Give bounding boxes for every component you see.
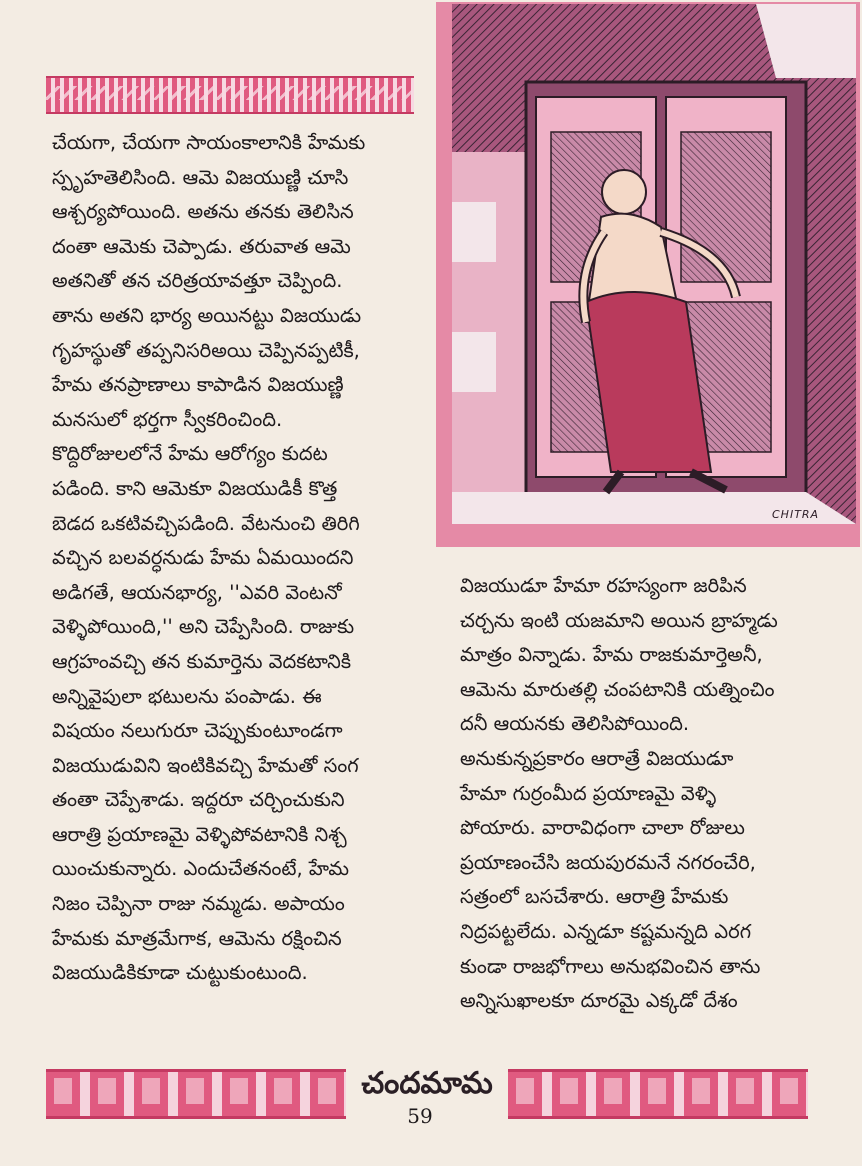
magazine-name: చందమామ <box>361 1066 493 1101</box>
footer-band-right <box>508 1069 808 1119</box>
story-column-left: చేయగా, చేయగా సాయంకాలానికి హేమకు స్పృహతెలిసింది. ఆమె విజయుణ్ణి చూసి ఆశ్చర్యపోయింది. అతను తనకు తెలిసిన దంతా ఆమెకు చెప్పాడు. తరువాత ఆమె అతనితో తన చరిత్రయావత్తూ చెప్పింది. తాను అతని భార్య అయినట్టు విజయుడు గృహస్థుతో తప్పనిసరిఅయి చెప్పినప్పటికీ, హేమ తనప్రాణాలు కాపాడిన విజయుణ్ణి మనసులో భర్తగా స్వీకరించింది. కొద్దిరోజులలోనే హేమ ఆరోగ్యం కుదట పడింది. కాని ఆమెకూ విజయుడికీ కొత్త బెడద ఒకటివచ్చిపడింది. వేటనుంచి తిరిగి వచ్చిన బలవర్ధనుడు హేమ ఏమయిందని అడిగతే, ఆయనభార్య, ''ఎవరి వెంటనో వెళ్ళిపోయింది,'' అని చెప్పేసింది. రాజుకు ఆగ్రహంవచ్చి తన కుమార్తెను వెదకటానికి అన్నివైపులా భటులను పంపాడు. ఈ విషయం నలుగురూ చెప్పుకుంటూండగా విజయుడువిని ఇంటికివచ్చి హేమతో సంగ తంతా చెప్పేశాడు. ఇద్దరూ చర్చించుకుని ఆరాత్రి ప్రయాణమై వెళ్ళిపోవటానికి నిశ్చ యించుకున్నారు. ఎందుచేతనంటే, హేమ నిజం చెప్పినా రాజు నమ్మడు. అపాయం హేమకు మాత్రమేగాక, ఆమెను రక్షించిన విజయుడికికూడా చుట్టుకుంటుంది. <box>52 131 366 985</box>
decorative-header-band <box>46 76 414 114</box>
story-illustration <box>436 2 860 547</box>
page-number: 59 <box>407 1104 433 1128</box>
story-column-right: విజయుడూ హేమా రహస్యంగా జరిపిన చర్చను ఇంటి యజమాని అయిన బ్రాహ్మడు మాత్రం విన్నాడు. హేమ రాజకుమార్తెఅనీ, ఆమెను మారుతల్లి చంపటానికి యత్నించిం దనీ ఆయనకు తెలిసిపోయింది. అనుకున్నప్రకారం ఆరాత్రే విజయుడూ హేమా గుర్రంమీద ప్రయాణమై వెళ్ళి పోయారు. వారావిధంగా చాలా రోజులు ప్రయాణంచేసి జయపురమనే నగరంచేరి, సత్రంలో బసచేశారు. ఆరాత్రి హేమకు నిద్రపట్టలేదు. ఎన్నడూ కష్టమన్నది ఎరగ కుండా రాజభోగాలు అనుభవించిన తాను అన్నిసుఖాలకూ దూరమై ఎక్కడో దేశం <box>460 574 778 1013</box>
illustration-signature: CHITRA <box>772 508 820 521</box>
footer-band-left <box>46 1069 346 1119</box>
